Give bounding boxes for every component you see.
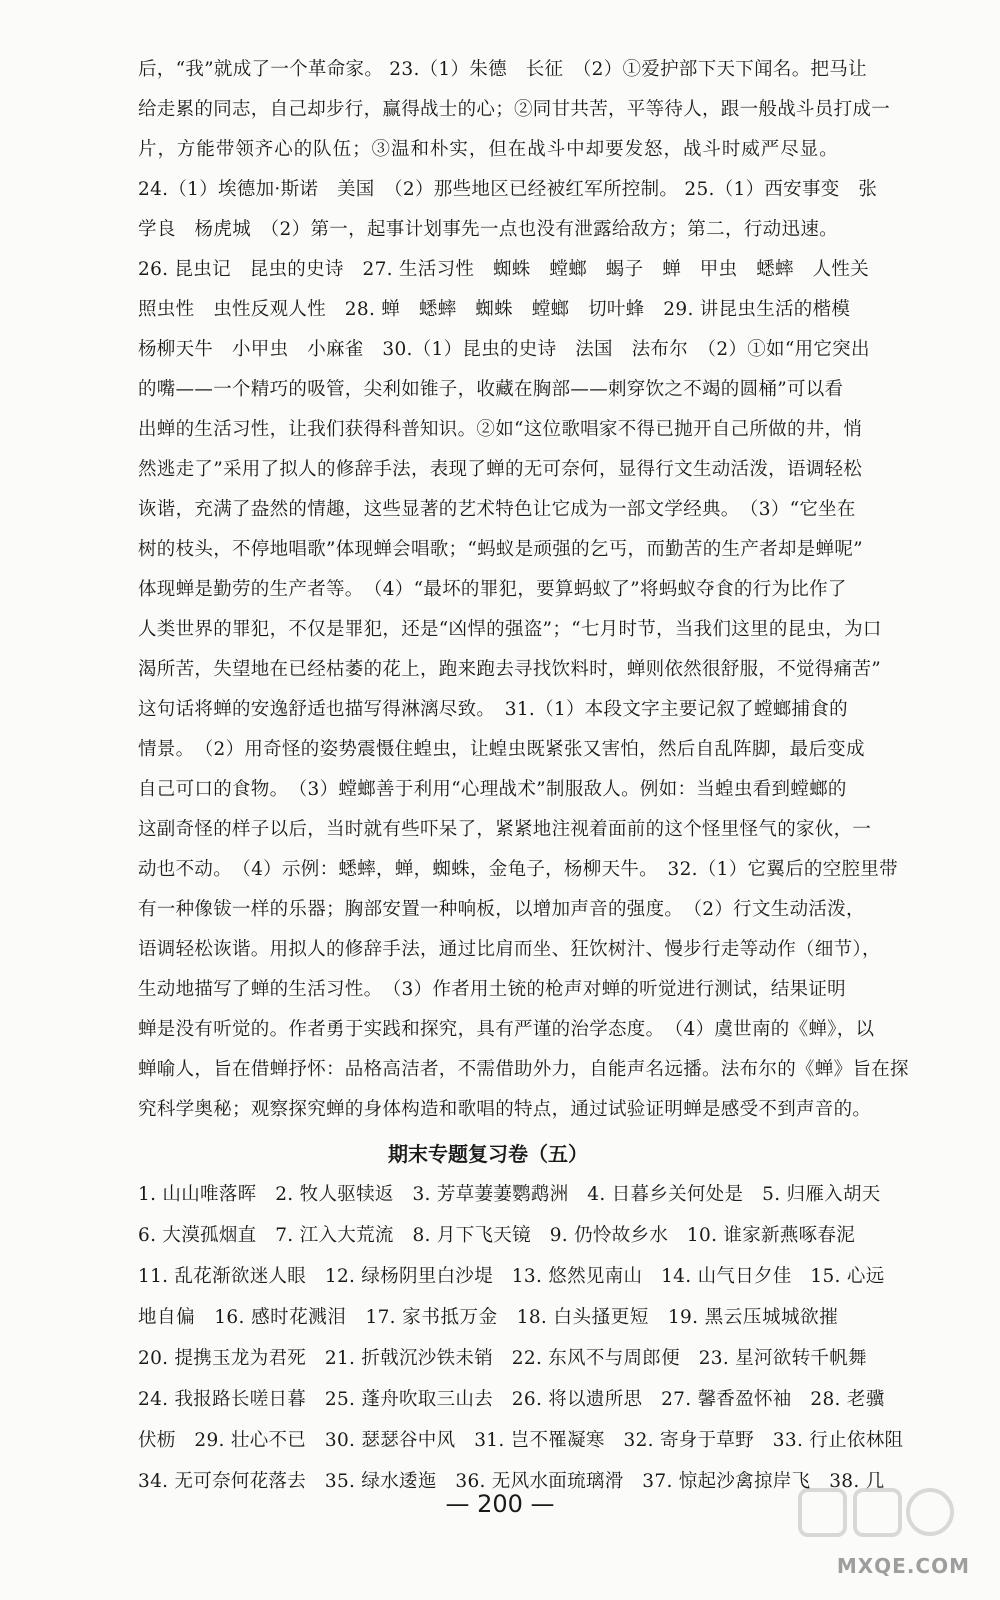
answer-line: 诙谐，充满了盎然的情趣，这些显著的艺术特色让它成为一部文学经典。 （3）“它坐在 bbox=[138, 499, 856, 520]
answer-line: 蝉喻人，旨在借蝉抒怀：品格高洁者，不需借助外力，自能声名远播。法布尔的《蝉》旨在探 bbox=[138, 1059, 909, 1080]
poem-answer-line: 伏枥 29. 壮心不已 30. 瑟瑟谷中风 31. 岂不罹凝寒 32. 寄身于草野 33. 行止依林阻 bbox=[138, 1430, 904, 1451]
page-content bbox=[138, 50, 909, 1502]
answer-line: 这句话将蝉的安逸舒适也描写得淋漓尽致。 31.（1）本段文字主要记叙了螳螂捕食的 bbox=[138, 699, 848, 720]
answer-line: 人类世界的罪犯，不仅是罪犯，还是“凶悍的强盗”；“七月时节，当我们这里的昆虫，为口 bbox=[138, 619, 882, 640]
answer-line: 蝉是没有听觉的。作者勇于实践和探究，具有严谨的治学态度。 （4）虞世南的《蝉》，以 bbox=[138, 1019, 875, 1040]
answer-line: 24.（1）埃德加·斯诺 美国 （2）那些地区已经被红军所控制。 25.（1）西安事变 张 bbox=[138, 179, 878, 200]
poem-answer-line: 24. 我报路长嗟日暮 25. 蓬舟吹取三山去 26. 将以遗所思 27. 馨香盈怀袖 28. 老骥 bbox=[138, 1389, 885, 1410]
page-number: — 200 — bbox=[445, 1490, 555, 1518]
answer-line: 生动地描写了蝉的生活习性。 （3）作者用土铳的枪声对蝉的听觉进行测试，结果证明 bbox=[138, 979, 846, 1000]
answer-line: 自己可口的食物。 （3）螳螂善于利用“心理战术”制服敌人。例如：当蝗虫看到螳螂的 bbox=[138, 779, 847, 800]
answer-line: 后，“我”就成了一个革命家。 23.（1）朱德 长征 （2）①爱护部下天下闻名。把马让 bbox=[138, 59, 867, 80]
answer-line: 这副奇怪的样子以后，当时就有些吓呆了，紧紧地注视着面前的这个怪里怪气的家伙，一 bbox=[138, 819, 872, 840]
answer-line: 动也不动。 （4）示例：蟋蟀，蝉，蜘蛛，金龟子，杨柳天牛。 32.（1）它翼后的空腔里带 bbox=[138, 859, 898, 880]
answer-line: 有一种像钹一样的乐器；胸部安置一种响板，以增加声音的强度。 （2）行文生动活泼， bbox=[138, 899, 865, 920]
answer-line: 然逃走了”采用了拟人的修辞手法，表现了蝉的无可奈何，显得行文生动活泼，语调轻松 bbox=[138, 459, 863, 480]
poem-answer-line: 地自偏 16. 感时花溅泪 17. 家书抵万金 18. 白头搔更短 19. 黑云压城城欲摧 bbox=[138, 1307, 838, 1328]
answer-line: 树的枝头，不停地唱歌”体现蝉会唱歌；“蚂蚁是顽强的乞丐，而勤苦的生产者却是蝉呢” bbox=[138, 539, 863, 560]
watermark-text: MXQE.COM bbox=[836, 1554, 970, 1578]
poem-answer-line: 6. 大漠孤烟直 7. 江入大荒流 8. 月下飞天镜 9. 仍怜故乡水 10. 谁家新燕啄春泥 bbox=[138, 1225, 856, 1246]
poem-answer-line: 1. 山山唯落晖 2. 牧人驱犊返 3. 芳草萋萋鹦鹉洲 4. 日暮乡关何处是 5. 归雁入胡天 bbox=[138, 1184, 881, 1205]
answer-line: 语调轻松诙谐。用拟人的修辞手法，通过比肩而坐、狂饮树汁、慢步行走等动作（细节）， bbox=[138, 939, 881, 960]
poem-answer-line: 11. 乱花渐欲迷人眼 12. 绿杨阴里白沙堤 13. 悠然见南山 14. 山气日夕佳 15. 心远 bbox=[138, 1266, 885, 1287]
answer-line: 渴所苦，失望地在已经枯萎的花上，跑来跑去寻找饮料时，蝉则依然很舒服，不觉得痛苦” bbox=[138, 659, 881, 680]
answer-line: 杨柳天牛 小甲虫 小麻雀 30.（1）昆虫的史诗 法国 法布尔 （2）①如“用它突出 bbox=[138, 339, 870, 360]
answer-paragraph bbox=[138, 50, 909, 1130]
answer-line: 给走累的同志，自己却步行，赢得战士的心；②同甘共苦，平等待人，跟一般战斗员打成一 bbox=[138, 99, 891, 120]
answer-line: 情景。 （2）用奇怪的姿势震慑住蝗虫，让蝗虫既紧张又害怕，然后自乱阵脚，最后变成 bbox=[138, 739, 865, 760]
answer-line: 26. 昆虫记 昆虫的史诗 27. 生活习性 蜘蛛 螳螂 蝎子 蝉 甲虫 蟋蟀 人性关 bbox=[138, 259, 870, 280]
answer-line: 出蝉的生活习性，让我们获得科普知识。②如“这位歌唱家不得已抛开自己所做的井，悄 bbox=[138, 419, 863, 440]
answer-line: 学良 杨虎城 （2）第一，起事计划事先一点也没有泄露给敌方；第二，行动迅速。 bbox=[138, 219, 838, 240]
poem-answer-line: 34. 无可奈何花落去 35. 绿水逶迤 36. 无风水面琉璃滑 37. 惊起沙禽掠岸飞 38. 几 bbox=[138, 1471, 885, 1492]
poem-answer-line: 20. 提携玉龙为君死 21. 折戟沉沙铁未销 22. 东风不与周郎便 23. 星河欲转千帆舞 bbox=[138, 1348, 867, 1369]
answer-line: 片，方能带领齐心的队伍；③温和朴实，但在战斗中却要发怒，战斗时威严尽显。 bbox=[138, 139, 838, 160]
answer-line: 照虫性 虫性反观人性 28. 蝉 蟋蟀 蜘蛛 螳螂 切叶蜂 29. 讲昆虫生活的楷模 bbox=[138, 299, 851, 320]
poem-answers bbox=[138, 1174, 904, 1502]
section-title: 期末专题复习卷（五） bbox=[388, 1142, 588, 1166]
answer-line: 体现蝉是勤劳的生产者等。 （4）“最坏的罪犯，要算蚂蚁了”将蚂蚁夺食的行为比作了 bbox=[138, 579, 847, 600]
answer-line: 的嘴——一个精巧的吸管，尖利如锥子，收藏在胸部——刺穿饮之不竭的圆桶”可以看 bbox=[138, 379, 844, 400]
answer-line: 究科学奥秘；观察探究蝉的身体构造和歌唱的特点，通过试验证明蝉是感受不到声音的。 bbox=[138, 1099, 872, 1120]
